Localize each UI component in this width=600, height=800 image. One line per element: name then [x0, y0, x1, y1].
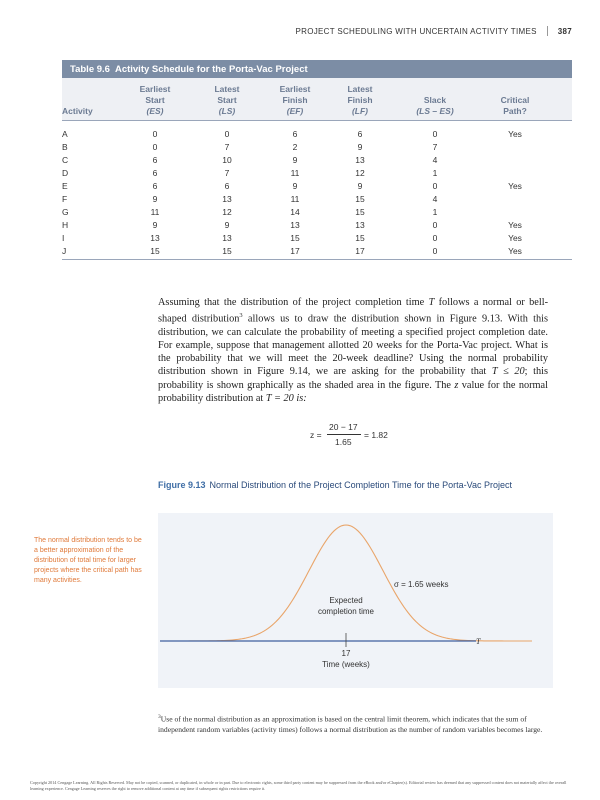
table-cell: 15	[355, 194, 365, 204]
table-cell: Yes	[508, 233, 522, 243]
column-header	[120, 84, 190, 117]
column-header-line2: Finish	[282, 95, 308, 105]
table-cell: 0	[224, 129, 230, 139]
table-row-activity: H	[62, 220, 69, 230]
table-row-activity: J	[62, 246, 67, 256]
table-cell: 4	[432, 194, 438, 204]
table-cell: 15	[150, 246, 160, 256]
figure-caption-text: Normal Distribution of the Project Completion Time for the Porta-Vac Project	[209, 480, 512, 490]
table-row-activity: B	[62, 142, 68, 152]
column-header-line1: Latest	[214, 84, 240, 94]
table-cell: 9	[224, 220, 230, 230]
copyright-notice: Copyright 2014 Cengage Learning. All Rights Reserved. May not be copied, scanned, or duplicated, in whole or in part. Due to electronic rights, some third party content may be suppressed from the eBook and/or eChapter(s). Editorial review has deemed that any suppressed content does not materially affect the overall learning experience. Cengage Learning reserves the right to remove additional content at any time if subsequent rights restrictions require it.	[30, 780, 567, 791]
margin-note: The normal distribution tends to be a better approximation of the distribution of total time for larger projects where the critical path has many activities.	[34, 537, 142, 584]
table-cell: 7	[432, 142, 438, 152]
table-cell: 13	[222, 233, 232, 243]
table-cell: 13	[290, 220, 300, 230]
table-head-rule	[62, 120, 572, 121]
table-row-activity: C	[62, 155, 69, 165]
table-cell: 13	[222, 194, 232, 204]
table-row-activity: A	[62, 129, 68, 139]
column-header-line2: Slack	[423, 95, 447, 105]
table-cell: 15	[355, 207, 365, 217]
table-cell: 0	[432, 220, 438, 230]
mean-label: 17	[341, 649, 351, 658]
column-header-line3: Path?	[503, 106, 527, 116]
column-header-line1: Latest	[347, 84, 373, 94]
table-cell: 2	[292, 142, 298, 152]
table-cell: 9	[152, 220, 158, 230]
axis-label: Time (weeks)	[322, 660, 370, 669]
table-cell: Yes	[508, 129, 522, 139]
footnote	[158, 712, 548, 735]
table-cell: 1	[432, 168, 438, 178]
running-header	[296, 26, 573, 36]
column-header-line3: (LS)	[218, 106, 236, 116]
equation-rhs: = 1.82	[364, 430, 388, 440]
column-header-line3: (EF)	[286, 106, 304, 116]
table-cell: 15	[222, 246, 232, 256]
table-cell: Yes	[508, 181, 522, 191]
table-cell: 6	[152, 181, 158, 191]
table-cell: 13	[355, 220, 365, 230]
figure-label: Figure 9.13	[158, 480, 206, 490]
table-row-activity: E	[62, 181, 68, 191]
table-cell: 0	[432, 129, 438, 139]
column-header-line1	[62, 84, 102, 95]
table-cell: 9	[357, 181, 363, 191]
body-text-2: follows a normal or bell-shaped distribution	[158, 297, 548, 325]
column-header	[62, 84, 102, 117]
table-row-activity: D	[62, 168, 69, 178]
running-title: PROJECT SCHEDULING WITH UNCERTAIN ACTIVITY TIMES	[295, 26, 537, 36]
table-cell: 0	[432, 181, 438, 191]
var-T: T	[428, 297, 435, 308]
expected-label-1: Expected	[329, 596, 363, 605]
column-header	[325, 84, 395, 117]
header-divider	[547, 26, 548, 36]
table-cell: 10	[222, 155, 232, 165]
body-text-5: value for the normal probability distribution at	[158, 379, 548, 404]
equation-numerator: 20 − 17	[329, 422, 358, 432]
table-cell: 13	[355, 155, 365, 165]
table-cell: 9	[152, 194, 158, 204]
column-header-line1	[480, 84, 550, 95]
eq-tail: T = 20 is:	[265, 392, 307, 404]
footnote-ref: 3	[239, 312, 243, 320]
table-cell: 0	[432, 233, 438, 243]
column-header-line2: Start	[217, 95, 237, 105]
page-number: 387	[557, 26, 572, 36]
table-cell: 7	[224, 142, 230, 152]
column-header	[400, 84, 470, 117]
table-cell: 14	[290, 207, 300, 217]
table-row-activity: F	[62, 194, 68, 204]
table-row-activity: I	[62, 233, 65, 243]
axis-var-T: T	[476, 637, 481, 646]
normal-curve	[160, 525, 532, 641]
table-title: Activity Schedule for the Porta-Vac Project	[114, 63, 308, 75]
body-text-1: Assuming that the distribution of the project completion time	[158, 297, 425, 308]
table-title-bar	[62, 60, 572, 78]
table-cell: 13	[150, 233, 160, 243]
var-z: z	[454, 379, 459, 391]
table-cell: 6	[152, 168, 158, 178]
column-header-line2: Start	[145, 95, 165, 105]
table-cell: 0	[152, 142, 158, 152]
table-cell: 6	[357, 129, 363, 139]
table-cell: 17	[355, 246, 365, 256]
equation-denominator: 1.65	[335, 437, 352, 447]
column-header-line1	[400, 84, 470, 95]
sigma-label: σ = 1.65 weeks	[394, 580, 449, 589]
column-header-line3: Activity	[62, 106, 93, 116]
column-header-line1: Earliest	[279, 84, 311, 94]
normal-distribution-figure	[158, 513, 553, 688]
normal-curve-svg	[158, 513, 553, 688]
equation-lhs: z =	[310, 430, 322, 440]
column-header	[480, 84, 550, 117]
column-header-line3: (LS – ES)	[416, 106, 454, 116]
expected-label-2: completion time	[317, 607, 375, 616]
body-paragraph	[158, 296, 548, 405]
column-header	[260, 84, 330, 117]
table-cell: 6	[152, 155, 158, 165]
table-cell: 4	[432, 155, 438, 165]
column-header-line2: Finish	[347, 95, 373, 105]
table-cell: 11	[150, 207, 160, 217]
fraction-bar	[327, 434, 361, 435]
footnote-marker: 3	[158, 714, 161, 720]
table-cell: Yes	[508, 220, 522, 230]
table-cell: 0	[152, 129, 158, 139]
table-cell: 12	[222, 207, 232, 217]
inequality: T ≤ 20	[491, 366, 525, 378]
table-cell: 12	[355, 168, 365, 178]
table-bottom-rule	[62, 259, 572, 260]
table-cell: 15	[290, 233, 300, 243]
table-cell: 6	[224, 181, 230, 191]
table-cell: 9	[292, 181, 298, 191]
body-text-3: allows us to draw the distribution shown in Figure 9.13. With this distribution, we can calculate the probability of meeting a specified project completion date. For example, suppose that management allotted 20 weeks for the Porta-Vac project. What is the probability that we will meet the 20-week deadline? Using the normal probability distribution shown in Figure 9.14, we are asking for the probability that	[158, 313, 549, 378]
column-header-line2: Critical	[500, 95, 530, 105]
column-header-line2	[62, 95, 102, 106]
column-header	[192, 84, 262, 117]
column-header-line3: (LF)	[351, 106, 369, 116]
table-cell: 7	[224, 168, 230, 178]
table-cell: 9	[292, 155, 298, 165]
table-cell: 1	[432, 207, 438, 217]
table-row-activity: G	[62, 207, 69, 217]
table-cell: 0	[432, 246, 438, 256]
table-cell: 9	[357, 142, 363, 152]
table-label: Table 9.6	[70, 63, 110, 75]
footnote-text: Use of the normal distribution as an approximation is based on the central limit theorem, which indicates that the sum of independent random variables (activity times) follows a normal distribution as the number of random variables becomes large.	[158, 714, 543, 734]
column-header-line1: Earliest	[139, 84, 171, 94]
body-text-4: ; this probability is shown graphically as the shaded area in the figure. The	[158, 366, 548, 391]
table-cell: 15	[355, 233, 365, 243]
table-cell: 11	[290, 168, 300, 178]
table-cell: 11	[290, 194, 300, 204]
table-cell: 17	[290, 246, 300, 256]
figure-caption	[158, 479, 553, 491]
table-cell: 6	[292, 129, 298, 139]
table-cell: Yes	[508, 246, 522, 256]
column-header-line3: (ES)	[146, 106, 164, 116]
